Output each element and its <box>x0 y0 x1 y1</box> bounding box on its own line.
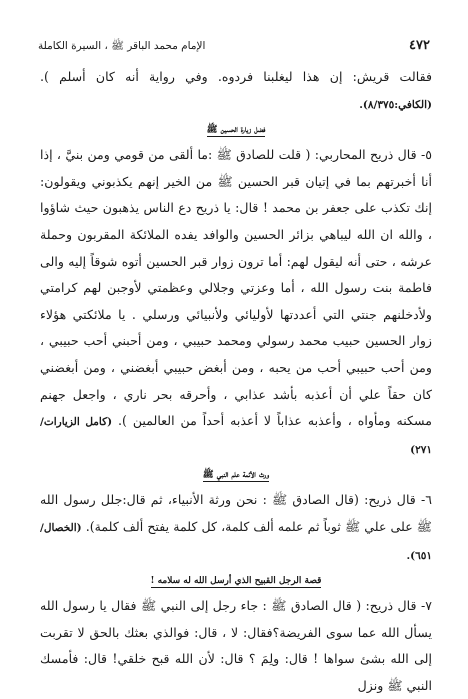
paragraph <box>40 64 432 118</box>
section-heading: قصة الرجل القبيح الذي أرسل الله له سلامه ! <box>150 576 322 587</box>
section-heading: ورث الأئمة علم النبي ﷺ <box>202 470 270 481</box>
source-reference: (كامل الزيارات/ ٢٧١) <box>40 416 432 456</box>
paragraph-text: ٧- قال ذريح: ( قال الصادق ﷺ : جاء رجل إلى النبي ﷺ فقال يا رسول الله يسأل الله عما سوى الفريضة؟فقال: لا ، قال: فوالذي بعثك بالحق لا تقربت إلى الله بشئ سواها ! قال: ولِمَ ؟ قال: لأن الله قبح خلقي! قال: فأمسك النبي ﷺ ونزل <box>40 598 432 693</box>
section-heading: فضل زيارة الحسين ﷺ <box>206 125 266 136</box>
paragraph <box>40 142 432 463</box>
source-reference: (الخصال/ ٦٥١). <box>40 521 432 562</box>
page-header <box>38 38 430 55</box>
paragraph-text: فقالت قريش: إن هذا ليغلبنا فردوه. وفي رواية أنه كان أسلم ). <box>40 69 432 84</box>
paragraph-text: ٦- قال ذريح: (قال الصادق ﷺ : نحن ورثة الأنبياء، ثم قال:جلل رسول الله ﷺ على علي ﷺ ثوباً ثم علمه ألف كلمة، كل كلمة يفتح ألف كلمة). <box>40 492 432 534</box>
paragraph <box>40 487 432 569</box>
page-body <box>40 64 432 699</box>
source-reference: (الكافي:٨/٣٧٥). <box>359 98 432 111</box>
paragraph-text: ٥- قال ذريح المحاربي: ( قلت للصادق ﷺ :ما ألقى من قومي ومن بنيَّ ، إذا أنا أخبرتهم بما في إتيان قبر الحسين ﷺ من الخير إنهم يكذبوني ويقولون: إنك تكذب على جعفر بن محمد ! قال: يا ذريح دع الناس يذهبون حيث شاؤوا ، والله ان الله ليباهي بزائر الحسين والوافد يفده الملائكة المقربون وحملة عرشه ، حتى أنه ليقول لهم: أما ترون زوار قبر الحسين أتوه شوقاً إليه والى فاطمة بنت رسول الله ، أما وعزتي وجلالي وعظمتي لأوجبن لهم كرامتي ولأدخلنهم جنتي التي أعددتها لأوليائي ولأنبيائي ورسلي . يا ملائكتي هؤلاء زوار الحسين حبيب محمد رسولي ومحمد حبيبي ، ومن أحبني أحب حبيبي ، ومن أحب حبيبي أحب من يحبه ، ومن أبغض حبيبي أبغضني ، ومن أبغضني كان حقاً علي أن أعذبه بأشد عذابي ، وأحرقه بحر ناري ، واجعل جهنم مسكنه ومأواه ، وأعذبه عذاباً لا أعذبه أحداً من العالمين ). <box>40 147 432 429</box>
paragraph <box>40 593 432 699</box>
page-number: ٤٧٢ <box>409 38 430 53</box>
running-title: الإمام محمد الباقر ﷺ ، السيرة الكاملة <box>38 40 206 52</box>
